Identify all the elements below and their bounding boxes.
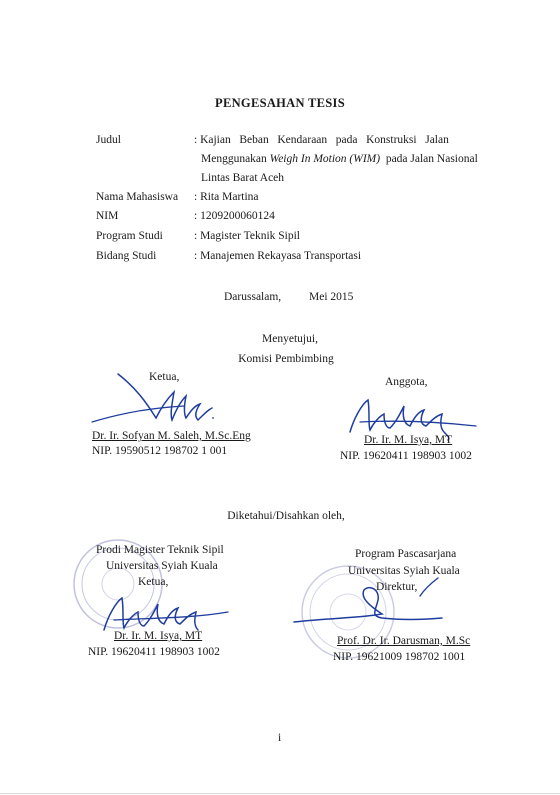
prodi-nip: NIP. 19620411 198903 1002 <box>88 646 220 658</box>
field-value-judul-line2 <box>201 153 478 165</box>
prodi-line1: Prodi Magister Teknik Sipil <box>96 544 224 556</box>
field-value-prodi: : Magister Teknik Sipil <box>194 230 300 242</box>
field-label-nim: NIM <box>96 210 119 222</box>
field-value-bidang: : Manajemen Rekayasa Transportasi <box>194 250 362 262</box>
prodi-name: Dr. Ir. M. Isya, MT <box>114 630 203 642</box>
pasca-nip: NIP. 19621009 198702 1001 <box>333 651 466 663</box>
chair-name: Dr. Ir. Sofyan M. Saleh, M.Sc.Eng <box>92 430 251 442</box>
judul-line2-pre: Menggunakan <box>201 153 270 165</box>
date-month-year: Mei 2015 <box>309 291 354 303</box>
field-label-nama: Nama Mahasiswa <box>96 191 179 203</box>
field-value-judul-line1: : Kajian Beban Kendaraan pada Konstruksi Jalan <box>194 134 449 146</box>
judul-line2-italic: Weigh In Motion (WIM) <box>269 153 381 165</box>
page-number: i <box>278 732 282 744</box>
chair-role: Ketua, <box>149 371 180 383</box>
field-label-prodi: Program Studi <box>96 230 163 242</box>
page-edge-line <box>0 793 560 794</box>
prodi-role: Ketua, <box>138 576 169 588</box>
prodi-line2: Universitas Syiah Kuala <box>106 560 218 572</box>
page-title: PENGESAHAN TESIS <box>215 96 345 110</box>
acknowledged-label: Diketahui/Disahkan oleh, <box>227 510 345 522</box>
member-role: Anggota, <box>385 376 428 388</box>
member-nip: NIP. 19620411 198903 1002 <box>340 450 472 462</box>
field-label-judul: Judul <box>96 134 121 146</box>
approval-line1: Menyetujui, <box>262 333 318 345</box>
pasca-line2: Universitas Syiah Kuala <box>348 565 460 577</box>
chair-signature <box>88 370 228 432</box>
field-value-judul-line3: Lintas Barat Aceh <box>201 172 285 184</box>
field-value-nim: : 1209200060124 <box>194 210 275 222</box>
approval-line2: Komisi Pembimbing <box>238 353 334 365</box>
pasca-signature <box>290 572 460 636</box>
judul-line2-post: pada Jalan Nasional <box>380 153 478 165</box>
pasca-line1: Program Pascasarjana <box>355 548 457 560</box>
field-value-nama: : Rita Martina <box>194 191 259 203</box>
date-place: Darussalam, <box>224 291 282 303</box>
pasca-role: Direktur, <box>376 581 418 593</box>
pasca-name: Prof. Dr. Ir. Darusman, M.Sc <box>337 635 471 647</box>
chair-nip: NIP. 19590512 198702 1 001 <box>92 445 228 457</box>
member-name: Dr. Ir. M. Isya, MT <box>364 434 453 446</box>
field-label-bidang: Bidang Studi <box>96 250 157 262</box>
